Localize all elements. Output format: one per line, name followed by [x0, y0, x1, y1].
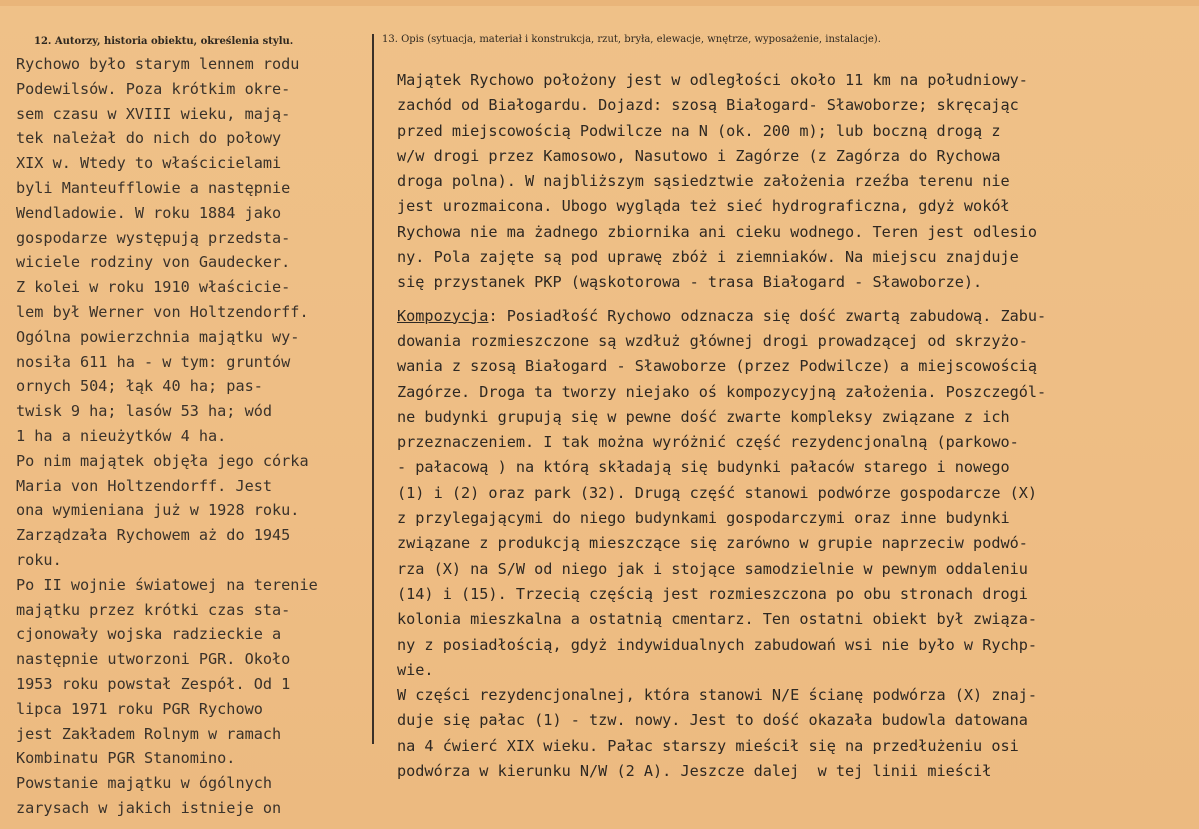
location-line: ny. Pola zajęte są pod uprawę zbóż i ziemniaków. Na miejscu znajduje — [397, 248, 1019, 267]
right-column-caption: 13. Opis (sytuacja, materiał i konstrukcja, rzut, bryła, elewacje, wnętrze, wyposażenie, instalacje). — [382, 34, 881, 45]
composition-line: (1) i (2) oraz park (32). Drugą część stanowi podwórze gospodarcze (X) — [397, 483, 1038, 502]
history-line: Podewilsów. Poza krótkim okre- — [16, 79, 291, 98]
history-line: Ogólna powierzchnia majątku wy- — [16, 327, 300, 346]
location-line: jest urozmaicona. Ubogo wygląda też sieć hydrograficzna, gdyż wokół — [397, 197, 1010, 216]
history-line: zarysach w jakich istnieje on — [16, 798, 282, 817]
location-line: przed miejscowością Podwilcze na N (ok. 200 m); lub boczną drogą z — [397, 121, 1001, 140]
location-paragraph — [397, 68, 1187, 296]
history-line: jest Zakładem Rolnym w ramach — [16, 724, 282, 743]
column-divider — [372, 34, 374, 744]
left-column-caption: 12. Autorzy, historia obiektu, określenia stylu. — [34, 36, 294, 47]
composition-first-line-text: : Posiadłość Rychowo odznacza się dość zwartą zabudową. Zabu- — [488, 306, 1047, 325]
composition-line: wie. — [397, 660, 434, 679]
description-text-column — [397, 68, 1187, 784]
composition-heading: Kompozycja — [397, 306, 489, 325]
history-line: 1953 roku powstał Zespół. Od 1 — [16, 674, 291, 693]
composition-line: ny z posiadłością, gdyż indywidualnych zabudowań wsi nie było w Rychp- — [397, 635, 1038, 654]
composition-line: kolonia mieszkalna a ostatnią cmentarz. Ten ostatni obiekt był związa- — [397, 610, 1038, 629]
composition-line: z przylegającymi do niego budynkami gospodarczymi oraz inne budynki — [397, 509, 1010, 528]
paragraph-gap — [397, 296, 1187, 304]
history-line: ornych 504; łąk 40 ha; pas- — [16, 377, 263, 396]
location-line: zachód od Białogardu. Dojazd: szosą Białogard- Sławoborze; skręcając — [397, 96, 1019, 115]
history-line: byli Manteufflowie a następnie — [16, 178, 291, 197]
history-line: Kombinatu PGR Stanomino. — [16, 749, 236, 768]
history-line: tek należał do nich do połowy — [16, 129, 282, 148]
history-line: Zarządzała Rychowem aż do 1945 — [16, 526, 291, 545]
history-line: twisk 9 ha; lasów 53 ha; wód — [16, 402, 273, 421]
history-line: Powstanie majątku w ógólnych — [16, 774, 273, 793]
history-line: XIX w. Wtedy to właścicielami — [16, 154, 282, 173]
location-line: Majątek Rychowo położony jest w odległości około 11 km na południowy- — [397, 71, 1028, 89]
history-line: lem był Werner von Holtzendorff. — [16, 302, 309, 321]
history-text-column — [16, 52, 366, 821]
history-line: następnie utworzoni PGR. Około — [16, 650, 291, 669]
history-line: majątku przez krótki czas sta- — [16, 600, 291, 619]
history-line: wiciele rodziny von Gaudecker. — [16, 253, 291, 272]
composition-line: związane z produkcją mieszczące się zarówno w grupie naprzeciw podwó- — [397, 534, 1028, 553]
composition-first-line — [397, 304, 1187, 329]
history-line: ona wymieniana już w 1928 roku. — [16, 501, 300, 520]
history-line: Po II wojnie światowej na terenie — [16, 575, 318, 594]
composition-paragraph — [397, 304, 1187, 785]
composition-line: ne budynki grupują się w pewne dość zwarte kompleksy związane z ich — [397, 407, 1010, 426]
history-line: Po nim majątek objęła jego córka — [16, 451, 309, 470]
composition-line: W części rezydencjonalnej, która stanowi N/E ścianę podwórza (X) znaj- — [397, 686, 1038, 705]
history-line: lipca 1971 roku PGR Rychowo — [16, 699, 263, 718]
composition-line: Zagórze. Droga ta tworzy niejako oś kompozycyjną założenia. Poszczegól- — [397, 382, 1047, 401]
history-line: Z kolei w roku 1910 właściciе- — [16, 278, 291, 297]
location-line: w/w drogi przez Kamosowo, Nasutowo i Zagórze (z Zagórza do Rychowa — [397, 146, 1001, 165]
history-line: Maria von Holtzendorff. Jest — [16, 476, 273, 495]
composition-line: - pałacową ) na którą składają się budynki pałaców starego i nowego — [397, 458, 1010, 477]
history-line: gospodarze występują przedsta- — [16, 228, 291, 247]
composition-line: rza (X) na S/W od niego jak i stojące samodzielnie w pewnym oddaleniu — [397, 559, 1028, 578]
history-line: sem czasu w XVIII wieku, mają- — [16, 104, 291, 123]
composition-line: podwórza w kierunku N/W (2 A). Jeszcze dalej w tej linii mieścił — [397, 762, 992, 781]
location-line: się przystanek PKP (wąskotorowa - trasa Białogard - Sławoborze). — [397, 273, 983, 292]
composition-line: wania z szosą Białogard - Sławoborze (przez Podwilcze) a miejscowością — [397, 357, 1038, 376]
composition-line: przeznaczeniem. I tak można wyróżnić część rezydencjonalną (parkowo- — [397, 433, 1019, 452]
history-line: cjonowały wojska radzieckie a — [16, 625, 282, 644]
history-line: nosiła 611 ha - w tym: gruntów — [16, 352, 291, 371]
composition-line: duje się pałac (1) - tzw. nowy. Jest to dość okazała budowla datowana — [397, 711, 1028, 730]
composition-line: na 4 ćwierć XIX wieku. Pałac starszy mieścił się na przedłużeniu osi — [397, 736, 1019, 755]
history-line: 1 ha a nieużytków 4 ha. — [16, 426, 227, 445]
history-line: Wendladowie. W roku 1884 jako — [16, 203, 282, 222]
page-top-edge — [0, 0, 1199, 6]
composition-line: (14) i (15). Trzecią częścią jest rozmieszczona po obu stronach drogi — [397, 584, 1028, 603]
location-line: Rychowa nie ma żadnego zbiornika ani cieku wodnego. Teren jest odlesio — [397, 222, 1038, 241]
history-line: roku. — [16, 550, 62, 569]
history-line: Rychowo było starym lennem rodu — [16, 55, 300, 73]
composition-line: dowania rozmieszczone są wzdłuż głównej drogi prowadzącej od skrzyżo- — [397, 331, 1028, 350]
location-line: droga polna). W najbliższym sąsiedztwie założenia rzeźba terenu nie — [397, 172, 1010, 191]
